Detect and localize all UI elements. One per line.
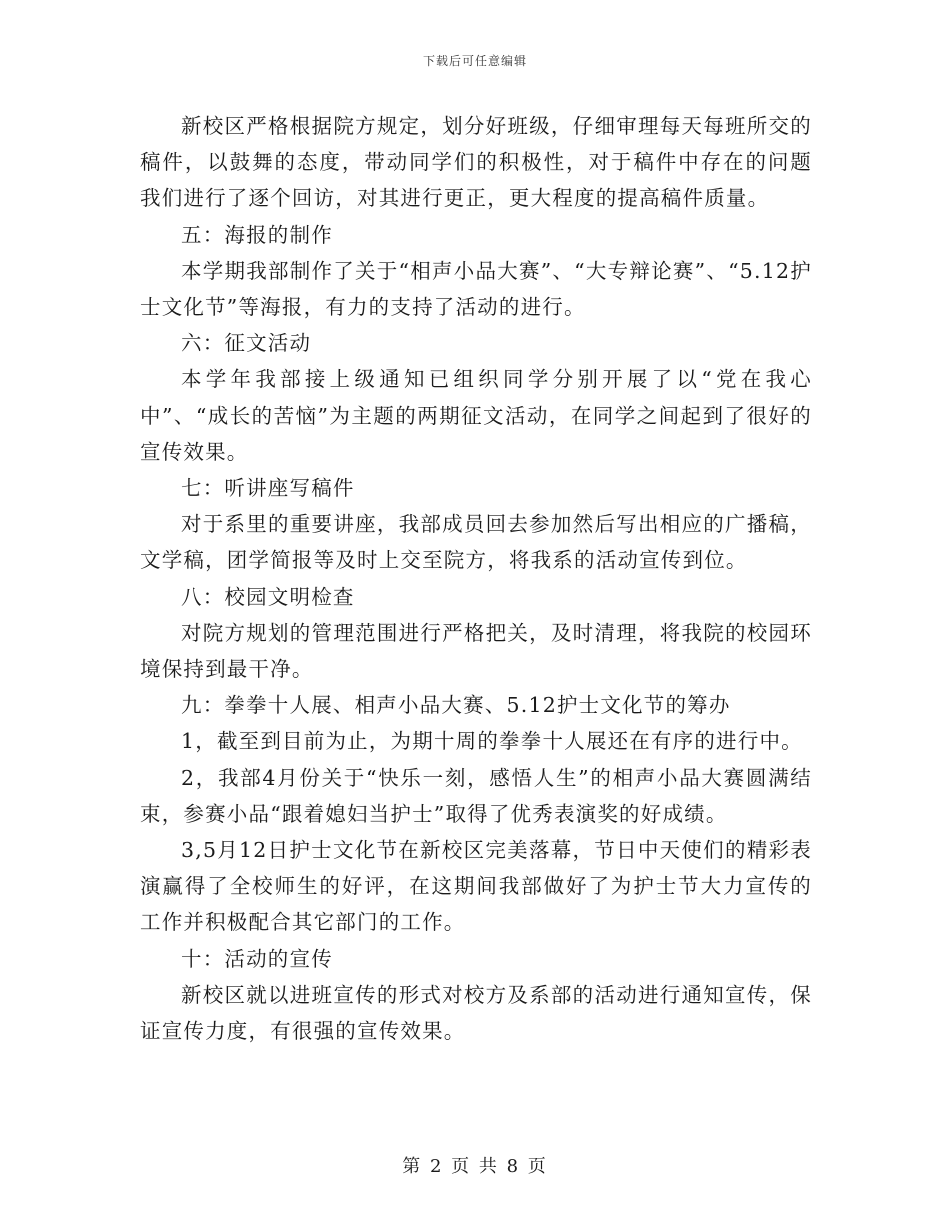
paragraph-1: 新校区严格根据院方规定，划分好班级，仔细审理每天每班所交的稿件，以鼓舞的态度，带动同学们的积极性，对于稿件中存在的问题我们进行了逐个回访，对其进行更正，更大程度的提高稿件质量。 bbox=[140, 114, 812, 211]
list-item-3: 3,5月12日护士文化节在新校区完美落幕，节日中天使们的精彩表演赢得了全校师生的好评，在这期间我部做好了为护士节大力宣传的工作并积极配合其它部门的工作。 bbox=[140, 838, 812, 935]
list-item-2: 2，我部4月份关于“快乐一刻，感悟人生”的相声小品大赛圆满结束，参赛小品“跟着媳妇当护士”取得了优秀表演奖的好成绩。 bbox=[140, 765, 812, 826]
paragraph-6: 新校区就以进班宣传的形式对校方及系部的活动进行通知宣传，保证宣传力度，有很强的宣传效果。 bbox=[140, 982, 812, 1044]
list-item-1: 1，截至到目前为止，为期十周的拳拳十人展还在有序的进行中。 bbox=[181, 729, 803, 754]
section-heading-6: 六：征文活动 bbox=[181, 331, 312, 356]
section-heading-10: 十：活动的宣传 bbox=[181, 946, 333, 971]
document-body bbox=[140, 108, 812, 1049]
page-indicator: 第 2 页 共 8 页 bbox=[402, 1156, 548, 1177]
section-heading-8: 八：校园文明检查 bbox=[181, 584, 355, 609]
section-heading-7: 七：听讲座写稿件 bbox=[181, 476, 355, 501]
section-heading-5: 五：海报的制作 bbox=[181, 222, 333, 247]
paragraph-5: 对院方规划的管理范围进行严格把关，及时清理，将我院的校园环境保持到最干净。 bbox=[140, 620, 812, 682]
header-note: 下载后可任意编辑 bbox=[422, 54, 527, 68]
paragraph-4: 对于系里的重要讲座，我部成员回去参加然后写出相应的广播稿，文学稿，团学简报等及时上交至院方，将我系的活动宣传到位。 bbox=[140, 512, 812, 573]
section-heading-9: 九：拳拳十人展、相声小品大赛、5.12护士文化节的筹办 bbox=[181, 693, 731, 718]
paragraph-3: 本学年我部接上级通知已组织同学分别开展了以“党在我心中”、“成长的苦恼”为主题的两期征文活动，在同学之间起到了很好的宣传效果。 bbox=[140, 367, 812, 464]
paragraph-2: 本学期我部制作了关于“相声小品大赛”、“大专辩论赛”、“5.12护士文化节”等海报，有力的支持了活动的进行。 bbox=[140, 258, 812, 320]
